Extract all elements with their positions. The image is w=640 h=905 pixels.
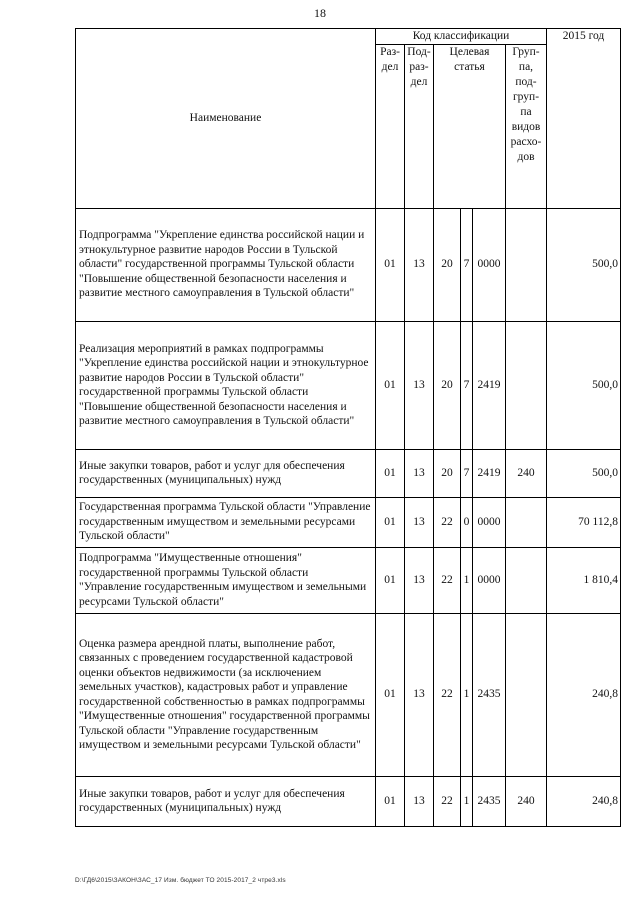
row-ts1: 22: [434, 497, 461, 547]
row-ts1: 20: [434, 321, 461, 449]
row-name: Оценка размера арендной платы, выполнение работ, связанных с проведением государственной кадастровой оценки объектов недвижимости (за исключением земельных участков), кадастровых работ и управление государственной собственностью в рамках подпрограммы "Имущественные отношения" государственной программы Тульской области "Управление государственным имуществом и земельными ресурсами Тульской области": [76, 613, 376, 776]
row-name: Иные закупки товаров, работ и услуг для обеспечения государственных (муниципальных) нужд: [76, 449, 376, 497]
row-name: Подпрограмма "Укрепление единства российской нации и этнокультурное развитие народов России в Тульской области" государственной программы Тульской области "Повышение общественной безопасности населения и развитие местного самоуправления в Тульской области": [76, 208, 376, 321]
row-ts2: 0: [461, 497, 473, 547]
row-podrazdel: 13: [405, 321, 434, 449]
row-ts2: 1: [461, 547, 473, 613]
row-podrazdel: 13: [405, 449, 434, 497]
row-razdel: 01: [376, 449, 405, 497]
row-podrazdel: 13: [405, 497, 434, 547]
header-tselevaya: Целевая статья: [434, 44, 506, 208]
row-amount: 500,0: [547, 449, 621, 497]
row-razdel: 01: [376, 613, 405, 776]
row-vid: 240: [506, 449, 547, 497]
row-razdel: 01: [376, 776, 405, 826]
row-ts2: 1: [461, 776, 473, 826]
row-ts3: 2419: [473, 449, 506, 497]
table-row: [76, 547, 621, 613]
row-podrazdel: 13: [405, 208, 434, 321]
row-podrazdel: 13: [405, 613, 434, 776]
row-vid: [506, 208, 547, 321]
header-name: Наименование: [76, 29, 376, 209]
row-ts1: 22: [434, 776, 461, 826]
table-row: [76, 776, 621, 826]
row-ts2: 7: [461, 321, 473, 449]
row-name: Иные закупки товаров, работ и услуг для обеспечения государственных (муниципальных) нужд: [76, 776, 376, 826]
row-ts2: 1: [461, 613, 473, 776]
row-ts1: 20: [434, 208, 461, 321]
file-path-footer: D:\ГД6\2015\ЗАКОН\ЗАС_17 Изм. бюджет ТО 2015-2017_2 чтре3.xls: [75, 877, 286, 884]
row-ts2: 7: [461, 208, 473, 321]
row-vid: [506, 613, 547, 776]
row-ts3: 2435: [473, 776, 506, 826]
row-amount: 500,0: [547, 208, 621, 321]
row-ts3: 0000: [473, 547, 506, 613]
row-ts3: 2419: [473, 321, 506, 449]
header-year: 2015 год: [547, 29, 621, 209]
row-vid: [506, 497, 547, 547]
row-podrazdel: 13: [405, 776, 434, 826]
row-amount: 240,8: [547, 776, 621, 826]
header-code-group: Код классификации: [376, 29, 547, 45]
row-razdel: 01: [376, 321, 405, 449]
budget-table: [75, 28, 621, 827]
row-name: Государственная программа Тульской области "Управление государственным имуществом и земельными ресурсами Тульской области": [76, 497, 376, 547]
row-vid: [506, 547, 547, 613]
table-row: [76, 321, 621, 449]
row-podrazdel: 13: [405, 547, 434, 613]
table-row: [76, 613, 621, 776]
header-gruppa: Груп- па, под- груп- па видов расхо- дов: [506, 44, 547, 208]
header-razdel: Раз- дел: [376, 44, 405, 208]
row-vid: [506, 321, 547, 449]
row-vid: 240: [506, 776, 547, 826]
row-ts1: 20: [434, 449, 461, 497]
row-amount: 500,0: [547, 321, 621, 449]
row-name: Подпрограмма "Имущественные отношения" государственной программы Тульской области "Управление государственным имуществом и земельными ресурсами Тульской области": [76, 547, 376, 613]
header-row-1: [76, 29, 621, 45]
table-row: [76, 208, 621, 321]
row-razdel: 01: [376, 547, 405, 613]
row-ts1: 22: [434, 613, 461, 776]
table-row: [76, 449, 621, 497]
page-number: 18: [314, 6, 326, 20]
row-ts3: 2435: [473, 613, 506, 776]
row-ts3: 0000: [473, 497, 506, 547]
row-name: Реализация мероприятий в рамках подпрограммы "Укрепление единства российской нации и этнокультурное развитие народов России в Тульской области" государственной программы Тульской области "Повышение общественной безопасности населения и развитие местного самоуправления в Тульской области": [76, 321, 376, 449]
row-amount: 240,8: [547, 613, 621, 776]
row-amount: 1 810,4: [547, 547, 621, 613]
row-ts2: 7: [461, 449, 473, 497]
row-razdel: 01: [376, 497, 405, 547]
row-amount: 70 112,8: [547, 497, 621, 547]
row-ts3: 0000: [473, 208, 506, 321]
header-podrazdel: Под- раз- дел: [405, 44, 434, 208]
row-ts1: 22: [434, 547, 461, 613]
row-razdel: 01: [376, 208, 405, 321]
table-row: [76, 497, 621, 547]
